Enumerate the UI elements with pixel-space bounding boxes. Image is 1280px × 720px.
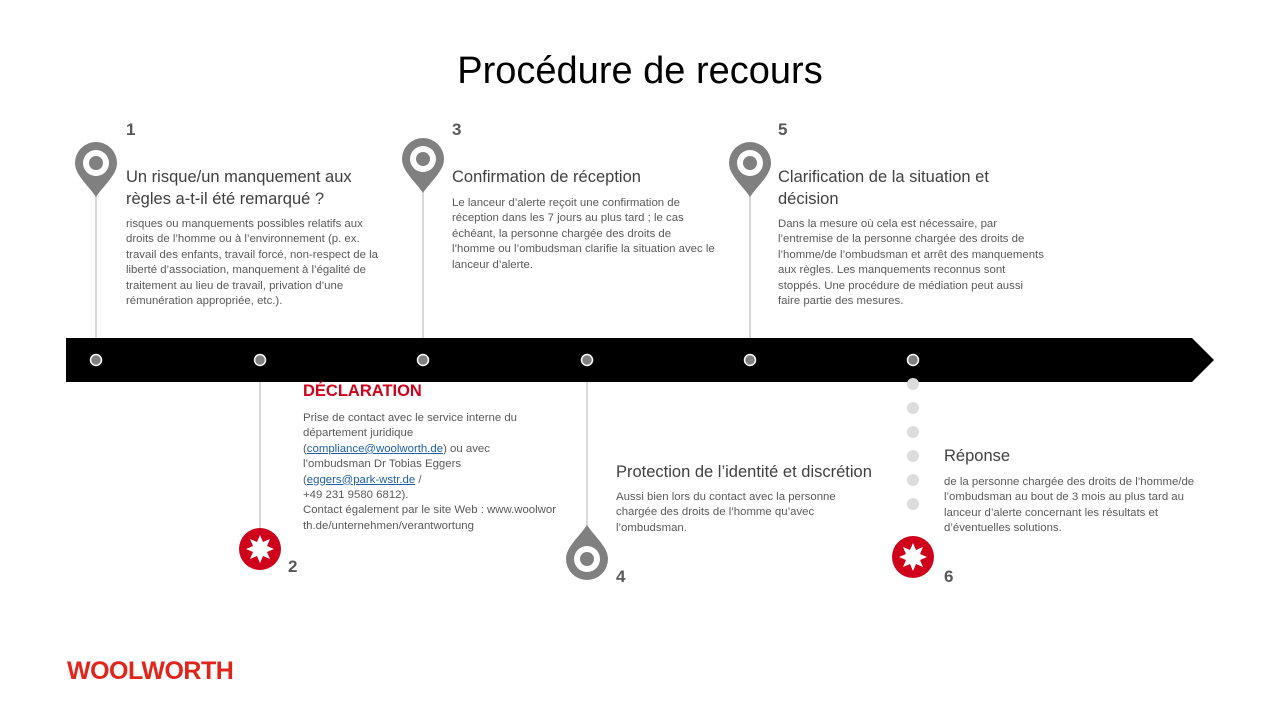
step-body-5: Dans la mesure où cela est nécessaire, par l’entremise de la personne chargée des droits de l’homme/de l’ombudsman et arrêt des manquements aux règles. Les manquements reconnus sont stoppés. Une procédure de médiation peut aussi faire partie des mesures. [778,218,1044,308]
page-title: Procédure de recours [457,50,823,92]
timeline-arrow [66,338,1214,382]
step-number-1: 1 [126,120,136,139]
step-heading-2: DÉCLARATION [303,382,422,400]
step-heading-6: Réponse [944,447,1011,465]
step-heading-4: Protection de l’identité et discrétion [616,463,872,481]
step-heading-3: Confirmation de réception [452,168,641,186]
location-pin-icon [402,138,444,193]
timeline-dot-4 [582,355,593,366]
step-body-1: risques ou manquements possibles relatifs aux droits de l’homme ou à l’environnement (p. ex. travail des enfants, travail forcé, non-respect de la liberté d’association, manquement à l’égalité de traitement au lieu de travail, privation d’une rémunération appropriée, etc.). [126,218,378,308]
location-pin-icon [729,142,771,197]
ombudsman-email-link[interactable]: eggers@park-wstr.de [306,473,416,486]
step-number-3: 3 [452,120,462,139]
step-heading-1: Un risque/un manquement aux règles a-t-il été remarqué ? [126,168,352,208]
step-heading-5: Clarification de la situation et décision [778,168,989,208]
timeline-dot-5 [745,355,756,366]
step-body-2: Prise de contact avec le service interne du département juridique (compliance@woolworth.de) ou avec l’ombudsman Dr Tobias Eggers (eggers@park-wstr.de / +49 231 9580 6812). Contact également par le site Web : www.woolworth.de/unternehmen/verantwortung [303,412,557,532]
timeline-dot-1 [91,355,102,366]
timeline-dot-6 [908,355,919,366]
woolworth-logo: WOOLWORTH [67,657,234,685]
step-number-2: 2 [288,557,298,576]
location-pin-icon [75,142,117,197]
step-body-6: de la personne chargée des droits de l’homme/de l’ombudsman au bout de 3 mois au plus tard au lanceur d’alerte concernant les résultats et d’éventuelles solutions. [944,476,1195,535]
dotted-connector-6 [907,378,919,510]
step-2-phone: +49 231 9580 6812). [303,489,409,502]
step-number-5: 5 [778,120,788,139]
step-number-6: 6 [944,567,954,586]
step-2-line4: Contact également par le site Web : www.woolworth.de/unternehmen/verantwortung [303,504,557,532]
alert-burst-icon [892,536,934,578]
step-2-line1: Prise de contact avec le service interne du département juridique [303,412,518,440]
alert-burst-icon [239,528,281,570]
step-body-3: Le lanceur d’alerte reçoit une confirmation de réception dans les 7 jours au plus tard ; le cas échéant, la personne chargée des droits de l’homme ou l’ombudsman clarifie la situation avec le lanceur d’alerte. [452,197,715,271]
location-pin-icon [566,525,608,580]
timeline-dot-2 [255,355,266,366]
timeline-dot-3 [418,355,429,366]
step-body-4: Aussi bien lors du contact avec la personne chargée des droits de l’homme qu’avec l’ombudsman. [616,491,836,534]
step-2-line2: ) ou avec l’ombudsman Dr Tobias Eggers [303,442,490,471]
compliance-email-link[interactable]: compliance@woolworth.de [306,442,444,455]
step-number-4: 4 [616,567,626,586]
